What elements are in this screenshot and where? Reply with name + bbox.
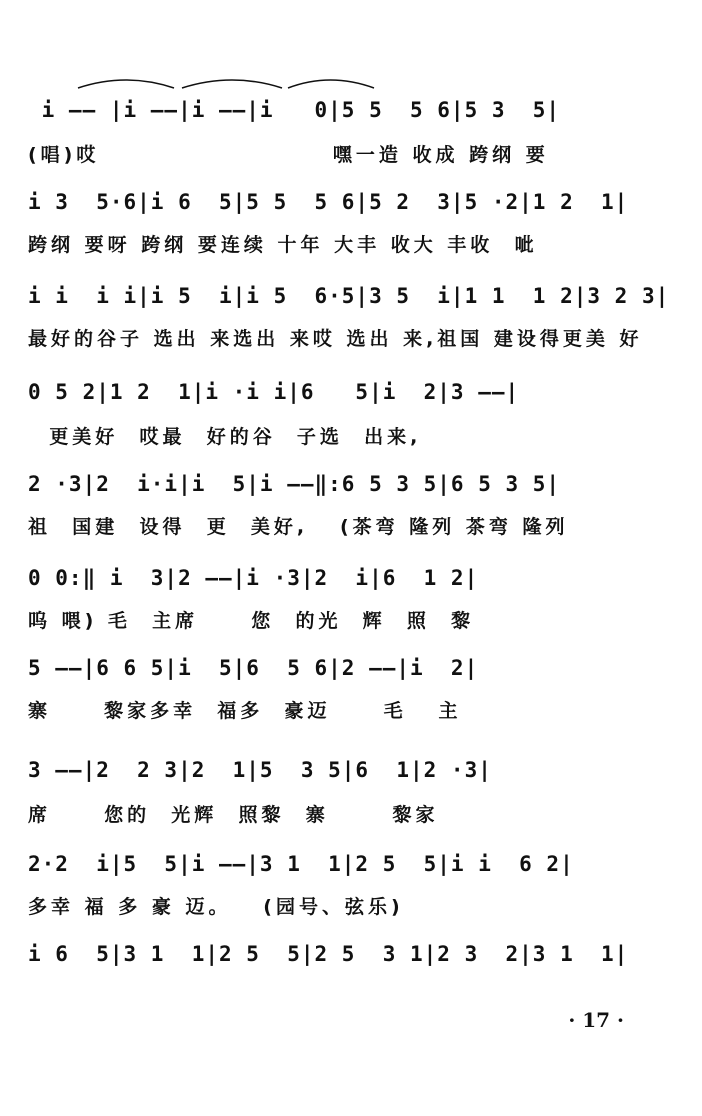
lyrics-line (28, 982, 668, 1010)
notation-line: 3 ——|2 2 3|2 1|5 3 5|6 1|2 ·3| (28, 758, 492, 782)
lyrics-line: 跨纲 要呀 跨纲 要连续 十年 大丰 收大 丰收 呲 (28, 234, 538, 256)
lyrics-line: 席 您的 光辉 照黎 寨 黎家 (28, 804, 439, 826)
notation-line: 2 ·3|2 i·i|i 5|i ——‖:6 5 3 5|6 5 3 5| (28, 472, 561, 496)
page-number: · 17 · (568, 1008, 624, 1032)
notation-line: 5 ——|6 6 5|i 5|6 5 6|2 ——|i 2| (28, 656, 479, 680)
lyrics-line: 多幸 福 多 豪 迈。 (园号、弦乐) (28, 896, 404, 918)
lyrics-line: 祖 国建 设得 更 美好, (茶弯 隆列 茶弯 隆列 (28, 516, 569, 538)
lyrics-line: 更美好 哎最 好的谷 子选 出来, (28, 426, 422, 448)
lyrics-line: 最好的谷子 选出 来选出 来哎 选出 来,祖国 建设得更美 好 (28, 328, 643, 350)
notation-line: 0 0:‖ i 3|2 ——|i ·3|2 i|6 1 2| (28, 566, 479, 590)
lyrics-line: 寨 黎家多幸 福多 豪迈 毛 主 (28, 700, 462, 722)
notation-line: 2·2 i|5 5|i ——|3 1 1|2 5 5|i i 6 2| (28, 852, 574, 876)
notation-line: i 3 5·6|i 6 5|5 5 5 6|5 2 3|5 ·2|1 2 1| (28, 190, 629, 214)
phrase-ties (74, 70, 394, 90)
notation-line: i i i i|i 5 i|i 5 6·5|3 5 i|1 1 1 2|3 2 3| (28, 284, 670, 308)
notation-line: 0 5 2|1 2 1|i ·i i|6 5|i 2|3 ——| (28, 380, 520, 404)
notation-line: i —— |i ——|i ——|i 0|5 5 5 6|5 3 5| (28, 98, 561, 122)
lyrics-line: 呜 喂) 毛 主席 您 的光 辉 照 黎 (28, 610, 475, 632)
lyrics-line: (唱)哎 嘿一造 收成 跨纲 要 (28, 144, 549, 166)
notation-line: i 6 5|3 1 1|2 5 5|2 5 3 1|2 3 2|3 1 1| (28, 942, 629, 966)
